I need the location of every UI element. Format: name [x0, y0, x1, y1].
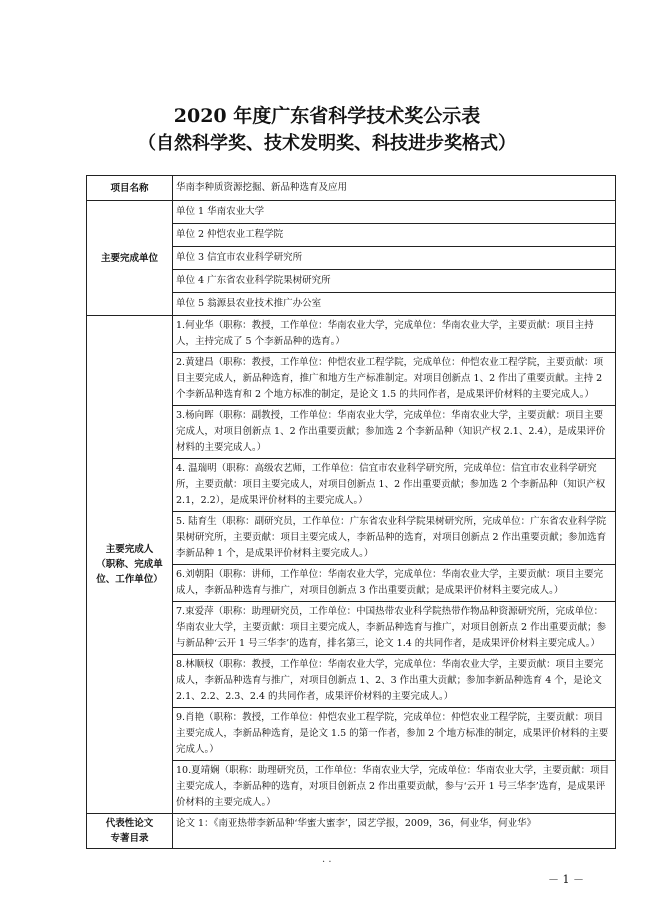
person-item: 9.肖艳（职称：教授，工作单位：仲恺农业工程学院，完成单位：仲恺农业工程学院，主要贡献：项目主要完成人，李新品种选育，是论文 1.5 的第一作者，参加 2 个地方标准的制定，成果评价材料的主要完成人。） [173, 708, 616, 761]
unit-item: 单位 1 华南农业大学 [173, 201, 616, 224]
person-item: 5. 陆育生（职称：副研究员，工作单位：广东省农业科学院果树研究所，完成单位：广东省农业科学院果树研究所，主要贡献：项目主要完成人，李新品种的选育，对项目创新点 2 作出重要贡献；参加选育李新品种 1 个，是成果评价材料主要完成人。） [173, 512, 616, 565]
person-item: 8.林顺权（职称：教授，工作单位：华南农业大学，完成单位：华南农业大学，主要贡献：项目主要完成人，李新品种选育与推广，对项目创新点 1、2、3 作出重大贡献；参加李新品种选育 4 个，是论文 2.1、2.2、2.3、2.4 的共同作者，成果评价材料的主要完成人。） [173, 655, 616, 708]
person-item: 6.刘朝阳（职称：讲师，工作单位：华南农业大学，完成单位：华南农业大学，主要贡献：项目主要完成人，李新品种选育与推广，对项目创新点 3 作出重要贡献；是成果评价材料主要完成人。） [173, 565, 616, 602]
unit-item: 单位 4 广东省农业科学院果树研究所 [173, 270, 616, 293]
papers-label-line2: 专著目录 [110, 833, 149, 844]
papers-value: 论文 1：《南亚热带李新品种‘华蜜大蜜李’，园艺学报，2009，36，何业华，何业华》 [173, 814, 616, 849]
main-persons-label-line2: （职称、完成单 [96, 559, 163, 570]
footer-marks: · · [322, 857, 332, 868]
project-name-value: 华南李种质资源挖掘、新品种选育及应用 [173, 176, 616, 201]
document-subtitle: （自然科学奖、技术发明奖、科技进步奖格式） [138, 133, 516, 154]
person-item: 4. 温瑞明（职称：高级农艺师，工作单位：信宜市农业科学研究所，完成单位：信宜市农业科学研究所，主要贡献：项目主要完成人，对项目创新点 1、2 作出重要贡献；参加选 2 个李新品种（知识产权 2.1，2.2），是成果评价材料的主要完成人。） [173, 459, 616, 512]
page-number: － 1 － [548, 873, 584, 886]
main-persons-label [87, 316, 173, 814]
unit-item: 单位 3 信宜市农业科学研究所 [173, 247, 616, 270]
person-item: 1.何业华（职称：教授，工作单位：华南农业大学，完成单位：华南农业大学，主要贡献：项目主持人，主持完成了 5 个李新品种的选育。） [173, 316, 616, 353]
person-item: 2.黄建昌（职称：教授，工作单位：仲恺农业工程学院，完成单位：仲恺农业工程学院，主要贡献：项目主要完成人，新品种选育，推广和地方生产标准制定。对项目创新点 1、2 作出了重要贡献。主持 2 个李新品种选育和 2 个地方标准的制定，是论文 1.5 的共同作者，是成果评价材料的主要完成人。） [173, 353, 616, 406]
unit-item: 单位 2 仲恺农业工程学院 [173, 224, 616, 247]
person-item: 3.杨向晖（职称：副教授，工作单位：华南农业大学，完成单位：华南农业大学，主要贡献：项目主要完成人，对项目创新点 1、2 作出重要贡献；参加选 2 个李新品种（知识产权 2.1、2.4），是成果评价材料的主要完成人。） [173, 406, 616, 459]
project-name-label: 项目名称 [87, 176, 173, 201]
main-units-label: 主要完成单位 [87, 201, 173, 316]
unit-item: 单位 5 翁源县农业技术推广办公室 [173, 293, 616, 316]
person-item: 10.夏靖娴（职称：助理研究员，工作单位：华南农业大学，完成单位：华南农业大学，主要贡献：项目主要完成人，李新品种的选育，对项目创新点 2 作出重要贡献，参与‘云开 1 号三华李’选育，是成果评价材料的主要完成人。） [173, 761, 616, 814]
announcement-table [86, 175, 616, 849]
papers-label [87, 814, 173, 849]
papers-label-line1: 代表性论文 [105, 818, 154, 829]
main-persons-label-line1: 主要完成人 [105, 544, 154, 555]
person-item: 7.束爱萍（职称：助理研究员，工作单位：中国热带农业科学院热带作物品种资源研究所，完成单位：华南农业大学，主要贡献：项目主要完成人，李新品种选育与推广，对项目创新点 2 作出重要贡献；参与新品种‘云开 1 号三华李’的选育，排名第三，论文 1.4 的共同作者，是成果评价材料主要完成人。） [173, 602, 616, 655]
main-persons-label-line3: 位、工作单位） [96, 574, 163, 585]
document-title: 2020 年度广东省科学技术奖公示表 [173, 105, 481, 127]
